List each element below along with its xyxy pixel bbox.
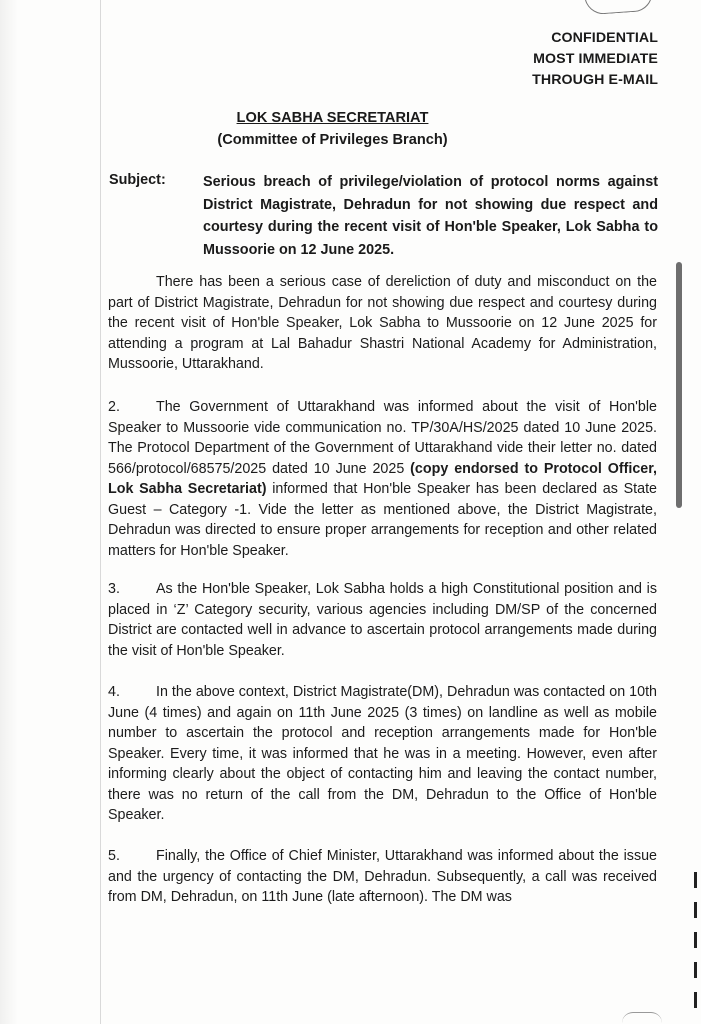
handwritten-mark (584, 0, 653, 15)
handwritten-mark-bottom (622, 1012, 662, 1023)
scan-edge-marks (694, 872, 697, 1012)
paragraph-3 (108, 579, 657, 661)
office-branch: (Committee of Privileges Branch) (217, 132, 448, 148)
paragraph-5-text: Finally, the Office of Chief Minister, Uttarakhand was informed about the issue and the urgency of contacting the DM, Dehradun. Subsequently, a call was received from DM, Dehradun, on 11th June (late afternoon). The DM was (108, 848, 657, 905)
paragraph-2-text-b: informed that Hon'ble Speaker has been declared as State Guest – Category -1. Vide the letter as mentioned above, the District Magistrate, Dehradun was directed to ensure proper arrangements for reception and other related matters for Hon'ble Speaker. (108, 481, 657, 559)
subject-text: Serious breach of privilege/violation of protocol norms against District Magistrate, Dehradun for not showing due respect and courtesy during the recent visit of Hon'ble Speaker, Lok Sabha to Mussoorie on 12 June 2025. (203, 174, 658, 258)
through-email-label: THROUGH E-MAIL (532, 72, 658, 88)
confidential-label: CONFIDENTIAL (551, 30, 658, 46)
classification-block (532, 28, 658, 91)
paragraph-1 (108, 272, 657, 375)
paragraph-2-text-a: The Government of Uttarakhand was informed about the visit of Hon'ble Speaker to Mussoorie vide communication no. TP/30A/HS/2025 dated 10 June 2025. The Protocol Department of the Government of Uttarakhand vide their letter no. dated 566/protocol/68575/2025 dated 10 June 2025 (108, 399, 657, 477)
paragraph-4 (108, 682, 657, 826)
paragraph-3-number: 3. (108, 581, 120, 597)
paragraph-2-number: 2. (108, 399, 120, 415)
paragraph-4-text: In the above context, District Magistrate(DM), Dehradun was contacted on 10th June (4 times) and again on 11th June 2025 (3 times) on landline as well as mobile number to ascertain the protocol and reception arrangements made for Hon'ble Speaker. Every time, it was informed that he was in a meeting. However, even after informing clearly about the object of contacting him and leaving the contact number, there was no return of the call from the DM, Dehradun to the Office of Hon'ble Speaker. (108, 684, 657, 823)
paragraph-5-number: 5. (108, 848, 120, 864)
paragraph-5 (108, 846, 657, 908)
margin-line (100, 0, 101, 1024)
paragraph-2-text-bold: (copy endorsed to Protocol Officer, Lok Sabha Secretariat) (108, 460, 657, 497)
paragraph-1-text: There has been a serious case of dereliction of duty and misconduct on the part of District Magistrate, Dehradun for not showing due respect and courtesy during the recent visit of Hon'ble Speaker, Lok Sabha to Mussoorie on 12 June 2025 for attending a program at Lal Bahadur Shastri National Academy for Administration, Mussoorie, Uttarakhand. (108, 274, 657, 372)
scan-left-shadow (0, 0, 18, 1024)
office-title: LOK SABHA SECRETARIAT (236, 110, 429, 126)
paragraph-3-text: As the Hon'ble Speaker, Lok Sabha holds a high Constitutional position and is placed in ‘Z’ Category security, various agencies including DM/SP of the concerned District are contacted well in advance to ascertain protocol arrangements made during the visit of Hon'ble Speaker. (108, 581, 657, 659)
paragraph-2 (108, 397, 657, 561)
scrollbar-thumb[interactable] (676, 262, 682, 508)
most-immediate-label: MOST IMMEDIATE (533, 51, 658, 67)
subject-label: Subject: (109, 172, 166, 188)
paragraph-4-number: 4. (108, 684, 120, 700)
